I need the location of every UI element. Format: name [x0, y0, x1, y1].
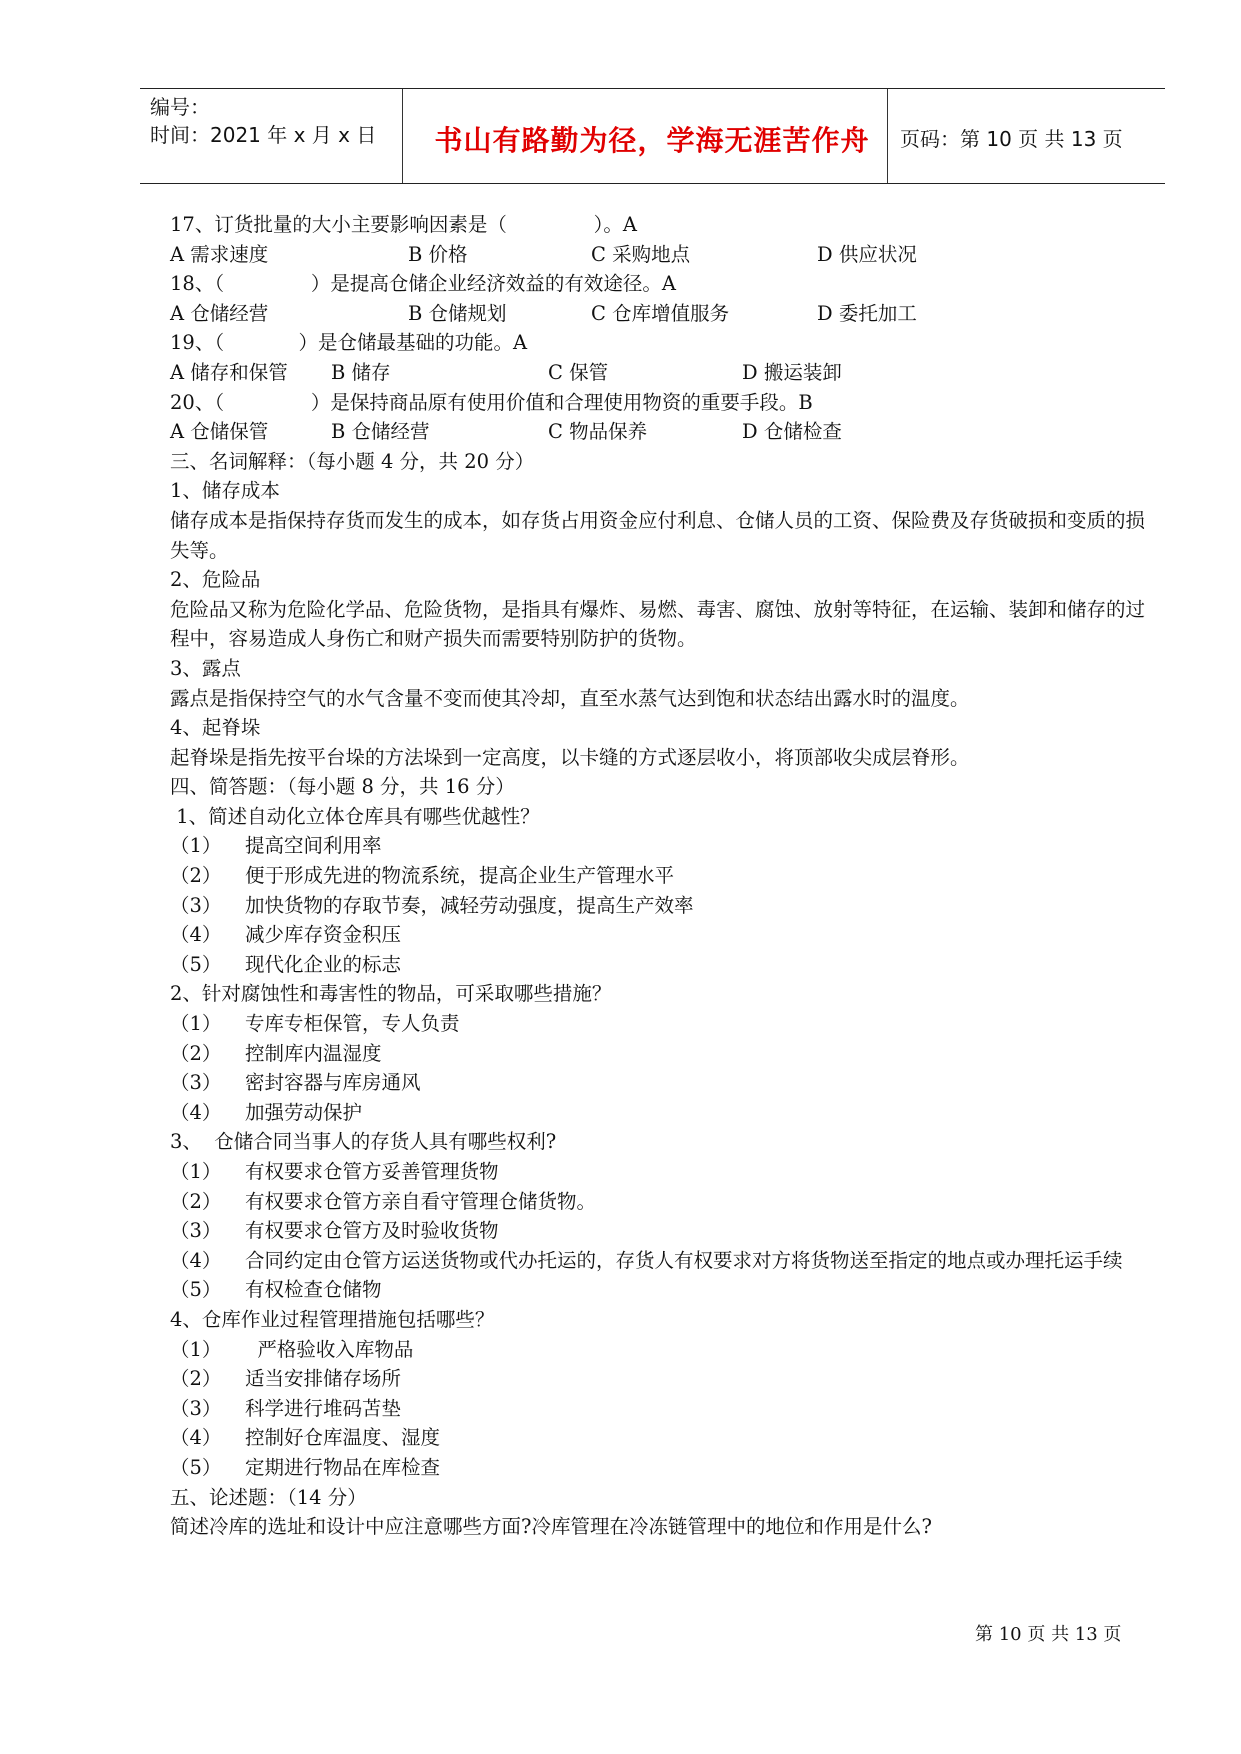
- answer-item: [170, 1187, 1145, 1217]
- answer-text: 加强劳动保护: [245, 1100, 363, 1124]
- question-options: [170, 358, 1145, 388]
- term-title: 2、危险品: [170, 568, 261, 592]
- option: D 供应状况: [817, 242, 917, 266]
- answer-item: [170, 1275, 1145, 1305]
- answer-item: [170, 1423, 1145, 1453]
- answer-item: [170, 1335, 1145, 1365]
- answer-text: 适当安排储存场所: [245, 1367, 402, 1391]
- option: A 需求速度: [170, 242, 269, 266]
- answer-text: 控制好仓库温度、湿度: [245, 1426, 441, 1450]
- section-title: 五、论述题：（14 分）: [170, 1485, 367, 1509]
- answer-item: [170, 920, 1145, 950]
- answer-item: [170, 1009, 1145, 1039]
- answer-item: [170, 1364, 1145, 1394]
- answer-item: [170, 831, 1145, 861]
- answer-number: （3）: [170, 1219, 222, 1243]
- section-title: 三、名词解释：（每小题 4 分，共 20 分）: [170, 449, 535, 473]
- answer-item: [170, 1216, 1145, 1246]
- answer-text: 提高空间利用率: [245, 834, 382, 858]
- page-footer: 第 10 页 共 13 页: [975, 1624, 1122, 1645]
- question-options: [170, 240, 1145, 270]
- answer-text: 专库专柜保管，专人负责: [245, 1012, 460, 1036]
- option: A 仓储保管: [170, 420, 269, 444]
- answer-text: 现代化企业的标志: [245, 952, 402, 976]
- option: A 储存和保管: [170, 360, 288, 384]
- question-stem: 20、（ ）是保持商品原有使用价值和合理使用物资的重要手段。B: [170, 390, 813, 414]
- term-title: 1、储存成本: [170, 479, 280, 503]
- header-divider: [887, 89, 888, 183]
- answer-number: （1）: [170, 834, 222, 858]
- answer-text: 减少库存资金积压: [245, 923, 402, 947]
- code-label: 编号：: [150, 95, 210, 119]
- term-definition: 储存成本是指保持存货而发生的成本，如存货占用资金应付利息、仓储人员的工资、保险费及存货破损和变质的损失等。: [170, 508, 1146, 562]
- answer-number: （2）: [170, 1189, 222, 1213]
- answer-number: （5）: [170, 1278, 222, 1302]
- question-stem: 17、订货批量的大小主要影响因素是（ ）。A: [170, 213, 637, 236]
- answer-text: 有权检查仓储物: [245, 1278, 382, 1302]
- short-question: 4、仓库作业过程管理措施包括哪些？: [170, 1307, 495, 1331]
- answer-item: [170, 1453, 1145, 1483]
- option: C 物品保养: [548, 420, 648, 444]
- section-title: 四、简答题：（每小题 8 分，共 16 分）: [170, 775, 515, 799]
- document-body: [170, 210, 1145, 1542]
- option: D 仓储检查: [742, 420, 842, 444]
- option: B 仓储经营: [331, 420, 430, 444]
- answer-number: （5）: [170, 952, 222, 976]
- short-question: 1、简述自动化立体仓库具有哪些优越性？: [170, 804, 540, 828]
- answer-item: [170, 891, 1145, 921]
- answer-text: 科学进行堆码苫垫: [245, 1396, 402, 1420]
- answer-number: （1）: [170, 1012, 222, 1036]
- answer-item: [170, 950, 1145, 980]
- answer-item: [170, 1394, 1145, 1424]
- question-options: [170, 417, 1145, 447]
- answer-number: （2）: [170, 1367, 222, 1391]
- option: C 仓库增值服务: [591, 301, 730, 325]
- answer-item: [170, 1246, 1145, 1276]
- header-info: [150, 93, 400, 149]
- option: C 保管: [548, 360, 609, 384]
- page-header: [140, 88, 1165, 184]
- option: B 仓储规划: [408, 301, 507, 325]
- essay-question: 简述冷库的选址和设计中应注意哪些方面?冷库管理在冷冻链管理中的地位和作用是什么?: [170, 1515, 932, 1539]
- time-label: 时间：2021 年 x 月 x 日: [150, 123, 377, 147]
- short-question: 3、 仓储合同当事人的存货人具有哪些权利?: [170, 1130, 557, 1154]
- answer-number: （2）: [170, 864, 222, 888]
- term-definition: 危险品又称为危险化学品、危险货物，是指具有爆炸、易燃、毒害、腐蚀、放射等特征，在运输、装卸和储存的过程中，容易造成人身伤亡和财产损失而需要特别防护的货物。: [170, 597, 1146, 651]
- answer-item: [170, 1039, 1145, 1069]
- term-definition: 露点是指保持空气的水气含量不变而使其冷却，直至水蒸气达到饱和状态结出露水时的温度。: [170, 686, 970, 710]
- option: B 储存: [331, 360, 391, 384]
- option: B 价格: [408, 242, 468, 266]
- option: A 仓储经营: [170, 301, 269, 325]
- answer-text: 有权要求仓管方及时验收货物: [245, 1219, 499, 1243]
- option: D 搬运装卸: [742, 360, 842, 384]
- question-stem: 19、（ ）是仓储最基础的功能。A: [170, 331, 528, 355]
- answer-item: [170, 861, 1145, 891]
- term-title: 3、露点: [170, 656, 241, 680]
- answer-text: 有权要求仓管方妥善管理货物: [245, 1160, 499, 1183]
- header-page-label: 页码：第 10 页 共 13 页: [900, 127, 1123, 151]
- answer-number: （3）: [170, 893, 222, 917]
- answer-number: （4）: [170, 1426, 222, 1450]
- answer-number: （4）: [170, 923, 222, 947]
- answer-text: 严格验收入库物品: [245, 1337, 414, 1361]
- answer-text: 定期进行物品在库检查: [245, 1455, 441, 1479]
- answer-number: （1）: [170, 1160, 222, 1183]
- answer-text: 控制库内温湿度: [245, 1041, 382, 1065]
- short-question: 2、针对腐蚀性和毒害性的物品，可采取哪些措施？: [170, 982, 612, 1006]
- answer-number: （3）: [170, 1396, 222, 1420]
- answer-number: （4）: [170, 1248, 222, 1272]
- term-title: 4、起脊垛: [170, 716, 261, 740]
- answer-text: 合同约定由仓管方运送货物或代办托运的，存货人有权要求对方将货物送至指定的地点或办理托运手续: [245, 1248, 1123, 1272]
- answer-number: （4）: [170, 1100, 222, 1124]
- option: C 采购地点: [591, 242, 691, 266]
- answer-number: （3）: [170, 1071, 222, 1095]
- header-motto: 书山有路勤为径，学海无涯苦作舟: [434, 124, 870, 157]
- answer-number: （2）: [170, 1041, 222, 1065]
- answer-number: （5）: [170, 1455, 222, 1479]
- answer-text: 便于形成先进的物流系统，提高企业生产管理水平: [245, 864, 675, 888]
- option: D 委托加工: [817, 301, 917, 325]
- answer-number: （1）: [170, 1337, 222, 1361]
- term-definition: 起脊垛是指先按平台垛的方法垛到一定高度，以卡缝的方式逐层收小，将顶部收尖成层脊形。: [170, 745, 970, 769]
- question-options: [170, 299, 1145, 329]
- answer-text: 密封容器与库房通风: [245, 1071, 421, 1095]
- question-stem: 18、（ ）是提高仓储企业经济效益的有效途径。A: [170, 272, 676, 296]
- answer-item: [170, 1157, 1145, 1187]
- answer-item: [170, 1068, 1145, 1098]
- answer-item: [170, 1098, 1145, 1128]
- answer-text: 加快货物的存取节奏，减轻劳动强度，提高生产效率: [245, 893, 694, 917]
- answer-text: 有权要求仓管方亲自看守管理仓储货物。: [245, 1189, 597, 1213]
